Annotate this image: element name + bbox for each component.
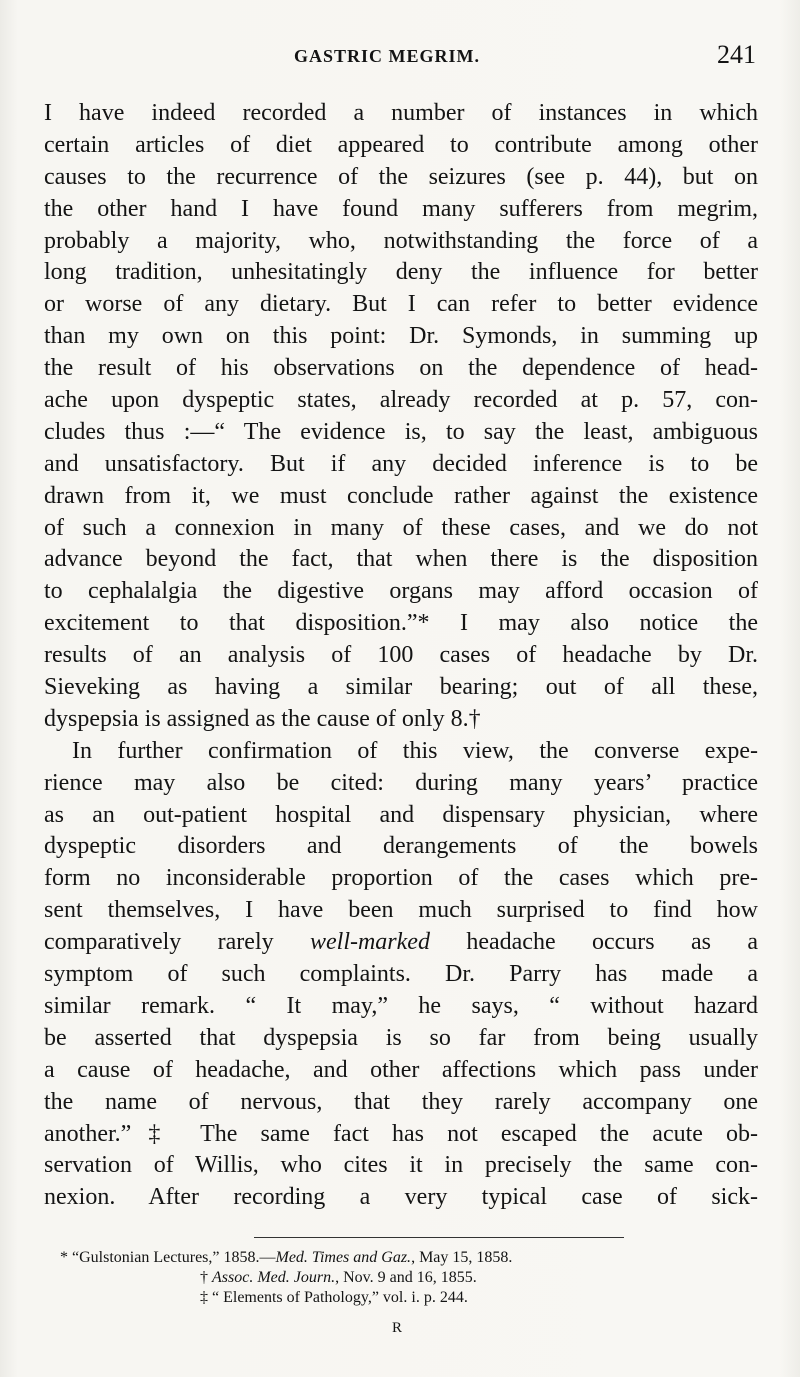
text-line: than my own on this point: Dr. Symonds, in summing up [44, 323, 758, 350]
text-line: long tradition, unhesitatingly deny the influence for better [44, 259, 758, 286]
text-line: as an out-patient hospital and dispensary physician, where [44, 801, 758, 828]
text-line: probably a majority, who, notwithstanding the force of a [44, 227, 758, 254]
footnote-italic: Med. Times and Gaz. [275, 1249, 412, 1266]
running-head-title: GASTRIC MEGRIM. [294, 46, 481, 66]
text-line: the result of his observations on the dependence of head- [44, 355, 758, 382]
footnote-italic: Assoc. Med. Journ. [212, 1269, 336, 1286]
text-line: causes to the recurrence of the seizures (see p. 44), but on [44, 163, 758, 190]
text-segment: headache occurs as a [429, 929, 758, 956]
text-line: sent themselves, I have been much surprised to find how [44, 897, 758, 924]
text-line: nexion. After recording a very typical case of sick- [44, 1184, 758, 1211]
text-line: ache upon dyspeptic states, already recorded at p. 57, con- [44, 387, 758, 414]
footnotes [60, 1248, 760, 1308]
text-line: be asserted that dyspepsia is so far from being usually [44, 1024, 758, 1051]
italic-phrase: well-marked [309, 929, 430, 956]
body-text [44, 98, 758, 1214]
signature-mark: R [392, 1320, 403, 1336]
running-head [44, 40, 758, 70]
text-line: drawn from it, we must conclude rather against the existence [44, 482, 758, 509]
text-segment: comparatively rarely [44, 929, 310, 956]
text-line: cludes thus :—“ The evidence is, to say the least, ambiguous [44, 418, 758, 445]
text-line: symptom of such complaints. Dr. Parry has made a [44, 961, 758, 988]
text-line: form no inconsiderable proportion of the cases which pre- [44, 865, 758, 892]
text-line: and unsatisfactory. But if any decided inference is to be [44, 450, 758, 477]
text-line: a cause of headache, and other affections which pass under [44, 1056, 758, 1083]
footnote-text: * “Gulstonian Lectures,” 1858.— [60, 1249, 276, 1266]
paragraph-2 [44, 736, 758, 1214]
page-number: 241 [717, 40, 756, 69]
text-line: or worse of any dietary. But I can refer to better evidence [44, 291, 758, 318]
footnote-text: , Nov. 9 and 16, 1855. [335, 1269, 477, 1286]
footnote-text: † [200, 1269, 212, 1286]
text-line-with-italic [44, 927, 758, 959]
text-line: the other hand I have found many sufferers from megrim, [44, 195, 758, 222]
footnote-2 [60, 1268, 760, 1288]
text-line: In further confirmation of this view, the converse expe- [72, 737, 758, 764]
text-line: the name of nervous, that they rarely accompany one [44, 1088, 758, 1115]
footnote-1 [60, 1248, 760, 1268]
text-line: certain articles of diet appeared to contribute among other [44, 131, 758, 158]
paragraph-1 [44, 98, 758, 736]
text-line: results of an analysis of 100 cases of headache by Dr. [44, 642, 758, 669]
text-line: dyspepsia is assigned as the cause of only 8.† [44, 705, 481, 732]
text-line: Sieveking as having a similar bearing; out of all these, [44, 674, 758, 701]
text-line: servation of Willis, who cites it in precisely the same con- [44, 1152, 758, 1179]
text-line: rience may also be cited: during many years’ practice [44, 769, 758, 796]
text-line: I have indeed recorded a number of instances in which [44, 100, 758, 126]
footnote-rule [254, 1237, 624, 1238]
text-line: similar remark. “ It may,” he says, “ without hazard [44, 992, 758, 1019]
text-line: of such a connexion in many of these cases, and we do not [44, 514, 758, 541]
footnote-3: ‡ “ Elements of Pathology,” vol. i. p. 244. [200, 1289, 468, 1306]
text-line: another.”‡ The same fact has not escaped the acute ob- [44, 1120, 758, 1147]
footnote-text: , May 15, 1858. [411, 1249, 513, 1266]
text-line: excitement to that disposition.”* I may also notice the [44, 610, 758, 637]
text-line: to cephalalgia the digestive organs may afford occasion of [44, 578, 758, 605]
text-line: dyspeptic disorders and derangements of the bowels [44, 833, 758, 860]
text-line: advance beyond the fact, that when there is the disposition [44, 546, 758, 573]
